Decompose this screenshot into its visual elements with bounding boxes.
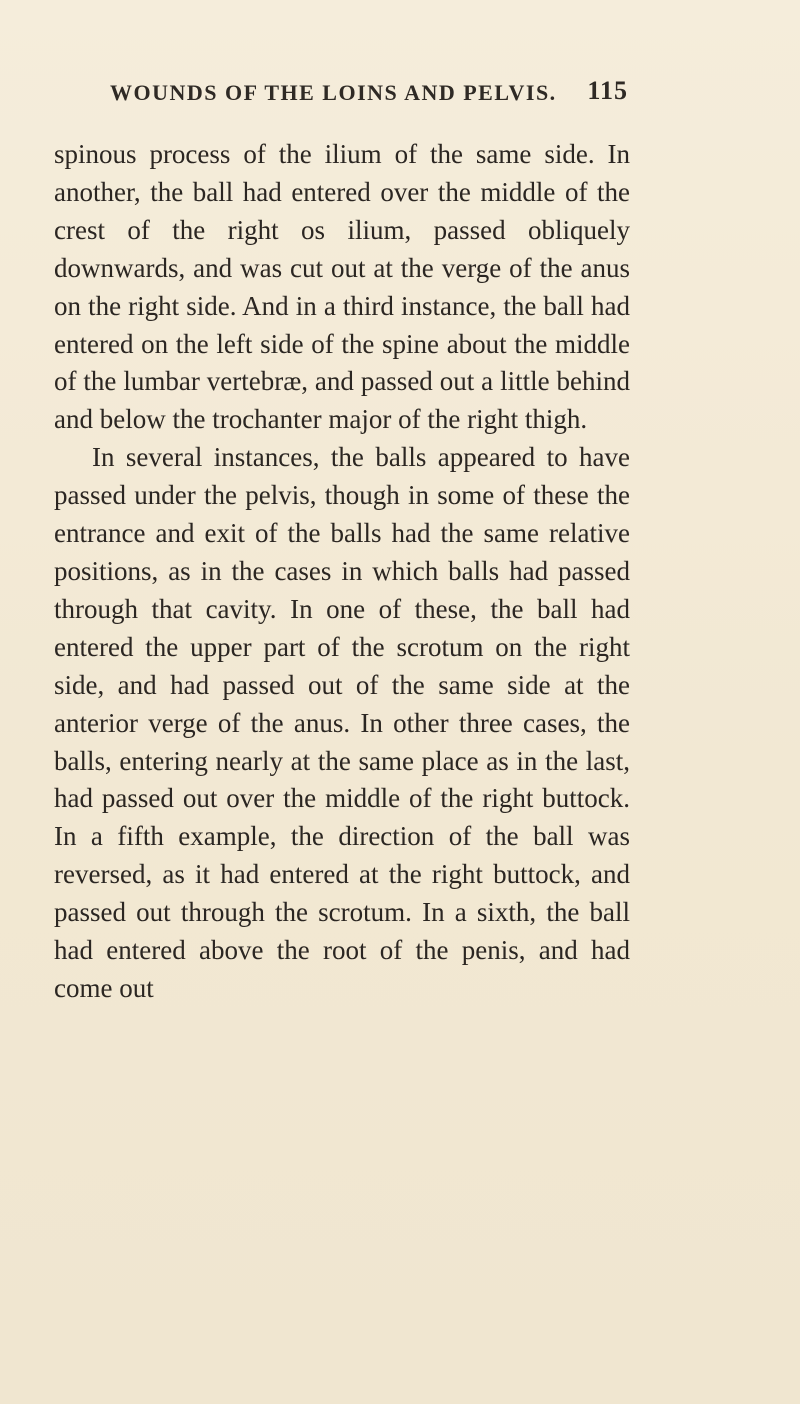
paragraph-continued: spinous process of the ilium of the same side. In another, the ball had entered over the middle of the crest of the right os ilium, passed obliquely downwards, and was cut out at the verge of the anus on the right side. And in a third instance, the ball had entered on the left side of the spine about the middle of the lumbar vertebræ, and passed out a little behind and below the trochanter major of the right thigh.	[54, 139, 630, 435]
body-text	[54, 136, 630, 1008]
running-head	[110, 72, 628, 112]
running-title: WOUNDS OF THE LOINS AND PELVIS.	[110, 80, 557, 105]
page-number: 115	[587, 76, 628, 105]
paragraph: In several instances, the balls appeared to have passed under the pelvis, though in some of these the entrance and exit of the balls had the same relative positions, as in the cases in which balls had passed through that cavity. In one of these, the ball had entered the upper part of the scrotum on the right side, and had passed out of the same side at the anterior verge of the anus. In other three cases, the balls, entering nearly at the same place as in the last, had passed out over the middle of the right buttock. In a fifth example, the direction of the ball was reversed, as it had entered at the right buttock, and passed out through the scrotum. In a sixth, the ball had entered above the root of the penis, and had come out	[54, 442, 630, 1003]
